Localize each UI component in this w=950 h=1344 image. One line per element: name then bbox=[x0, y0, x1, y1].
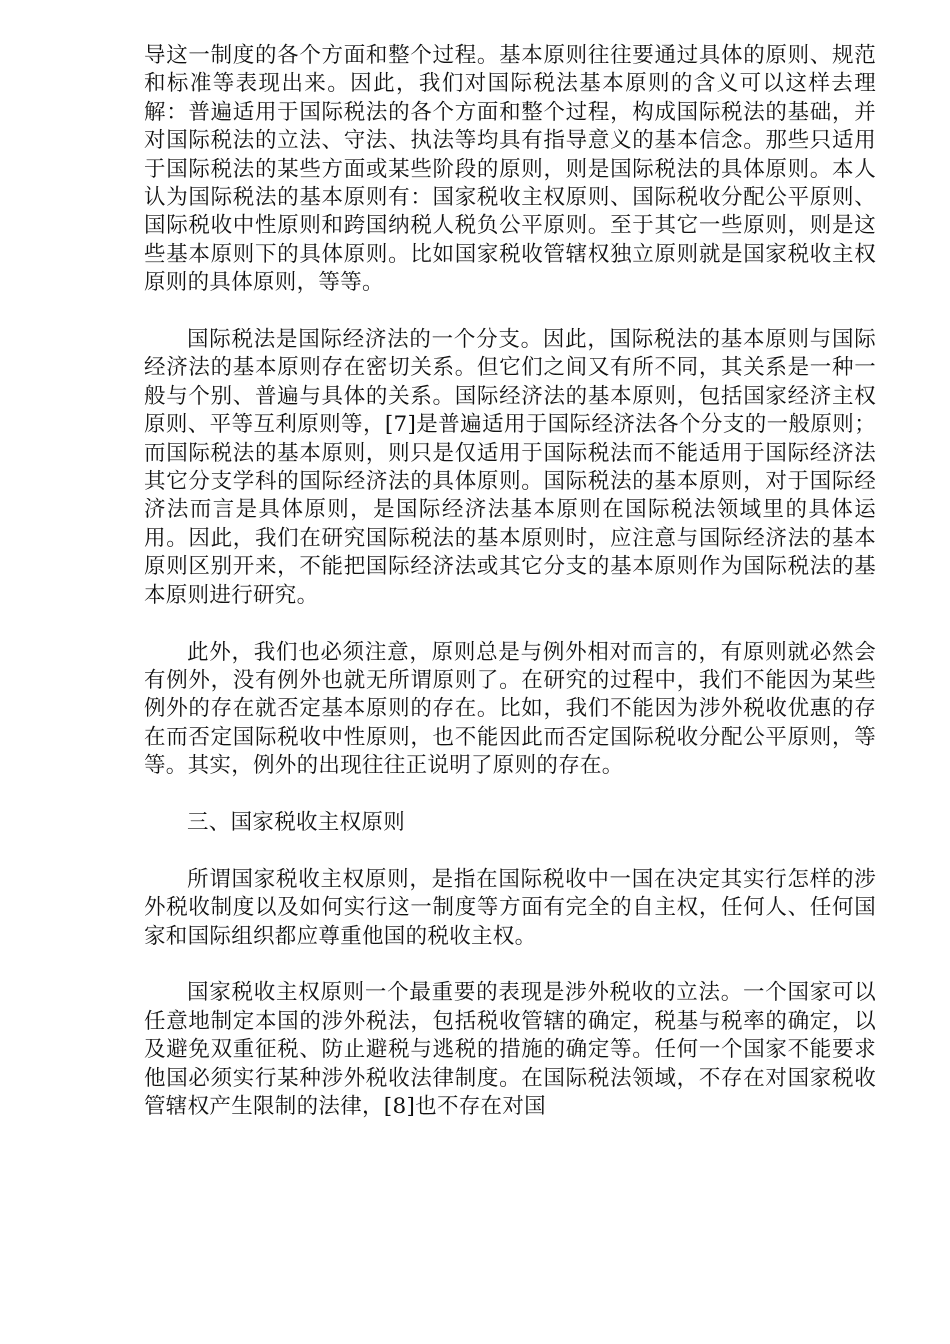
paragraph-tax-sovereignty-legislation: 国家税收主权原则一个最重要的表现是涉外税收的立法。一个国家可以任意地制定本国的涉外税法，包括税收管辖的确定，税基与税率的确定，以及避免双重征税、防止避税与逃税的措施的确定等。任何一个国家不能要求他国必须实行某种涉外税收法律制度。在国际税法领域，不存在对国家税收管辖权产生限制的法律，[8]也不存在对国 bbox=[144, 980, 876, 1119]
document-page bbox=[144, 42, 876, 1150]
paragraph-tax-sovereignty-definition: 所谓国家税收主权原则，是指在国际税收中一国在决定其实行怎样的涉外税收制度以及如何实行这一制度等方面有完全的自主权，任何人、任何国家和国际组织都应尊重他国的税收主权。 bbox=[144, 866, 876, 949]
paragraph-principles-and-exceptions: 此外，我们也必须注意，原则总是与例外相对而言的，有原则就必然会有例外，没有例外也就无所谓原则了。在研究的过程中，我们不能因为某些例外的存在就否定基本原则的存在。比如，我们不能因为涉外税收优惠的存在而否定国际税收中性原则，也不能因此而否定国际税收分配公平原则，等等。其实，例外的出现往往正说明了原则的存在。 bbox=[144, 639, 876, 779]
paragraph-continued: 导这一制度的各个方面和整个过程。基本原则往往要通过具体的原则、规范和标准等表现出来。因此，我们对国际税法基本原则的含义可以这样去理解：普遍适用于国际税法的各个方面和整个过程，构成国际税法的基础，并对国际税法的立法、守法、执法等均具有指导意义的基本信念。那些只适用于国际税法的某些方面或某些阶段的原则，则是国际税法的具体原则。本人认为国际税法的基本原则有：国家税收主权原则、国际税收分配公平原则、国际税收中性原则和跨国纳税人税负公平原则。至于其它一些原则，则是这些基本原则下的具体原则。比如国家税收管辖权独立原则就是国家税收主权原则的具体原则，等等。 bbox=[144, 43, 876, 296]
section-heading: 三、国家税收主权原则 bbox=[187, 809, 406, 835]
paragraph-relation-international-economic-law: 国际税法是国际经济法的一个分支。因此，国际税法的基本原则与国际经济法的基本原则存在密切关系。但它们之间又有所不同，其关系是一种一般与个别、普遍与具体的关系。国际经济法的基本原则，包括国家经济主权原则、平等互利原则等，[7]是普遍适用于国际经济法各个分支的一般原则；而国际税法的基本原则，则只是仅适用于国际税法而不能适用于国际经济法其它分支学科的国际经济法的具体原则。国际税法的基本原则，对于国际经济法而言是具体原则，是国际经济法基本原则在国际税法领域里的具体运用。因此，我们在研究国际税法的基本原则时，应注意与国际经济法的基本原则区别开来，不能把国际经济法或其它分支的基本原则作为国际税法的基本原则进行研究。 bbox=[144, 327, 876, 608]
